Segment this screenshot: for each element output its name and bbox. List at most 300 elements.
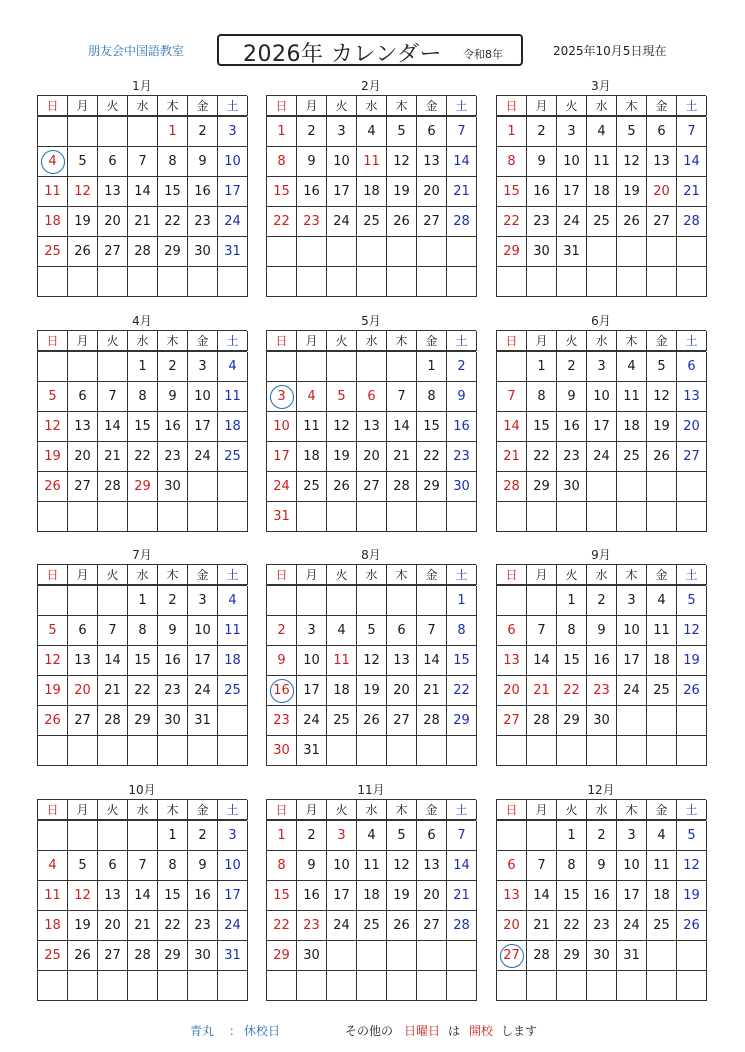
day-cell: 26 <box>357 706 387 736</box>
weekday-header <box>37 330 247 351</box>
empty-cell <box>158 267 188 297</box>
day-cell: 7 <box>98 382 128 412</box>
weekday-label: 月 <box>527 331 557 351</box>
day-cell: 18 <box>38 911 68 941</box>
day-cell: 1 <box>128 352 158 382</box>
day-cell: 24 <box>617 676 647 706</box>
note-text-1: その他の <box>345 1024 394 1038</box>
weekday-label: 日 <box>38 565 68 585</box>
empty-cell <box>447 736 477 766</box>
empty-cell <box>447 502 477 532</box>
day-cell: 23 <box>587 676 617 706</box>
day-cell: 8 <box>527 382 557 412</box>
day-cell: 24 <box>327 207 357 237</box>
weekday-header <box>496 564 706 585</box>
day-cell: 15 <box>497 177 527 207</box>
day-cell: 18 <box>218 646 248 676</box>
legend-text: 休校日 <box>244 1024 281 1038</box>
day-cell: 20 <box>98 911 128 941</box>
day-cell: 19 <box>387 177 417 207</box>
day-cell: 26 <box>677 911 707 941</box>
weekday-label: 月 <box>297 96 327 116</box>
weekday-label: 水 <box>587 800 617 820</box>
day-cell: 14 <box>387 412 417 442</box>
weekday-label: 金 <box>188 96 218 116</box>
day-cell: 30 <box>158 472 188 502</box>
empty-cell <box>387 352 417 382</box>
day-cell: 12 <box>387 147 417 177</box>
weekday-label: 土 <box>218 331 248 351</box>
day-cell: 9 <box>587 616 617 646</box>
empty-cell <box>357 352 387 382</box>
day-cell: 19 <box>68 207 98 237</box>
day-cell: 30 <box>188 941 218 971</box>
empty-cell <box>617 267 647 297</box>
weekday-label: 土 <box>447 331 477 351</box>
day-cell: 24 <box>557 207 587 237</box>
month-calendar <box>37 78 247 297</box>
day-cell: 3 <box>327 117 357 147</box>
day-cell: 18 <box>357 881 387 911</box>
empty-cell <box>527 821 557 851</box>
day-cell: 28 <box>387 472 417 502</box>
day-grid <box>37 351 247 532</box>
day-cell: 20 <box>68 442 98 472</box>
day-cell: 25 <box>357 207 387 237</box>
school-name: 朋友会中国語教室 <box>88 44 185 58</box>
day-cell: 27 <box>98 941 128 971</box>
day-cell: 22 <box>158 207 188 237</box>
day-cell: 22 <box>447 676 477 706</box>
empty-cell <box>677 237 707 267</box>
day-cell: 1 <box>497 117 527 147</box>
day-cell: 17 <box>617 646 647 676</box>
day-cell: 8 <box>128 382 158 412</box>
day-cell: 29 <box>158 237 188 267</box>
day-cell: 10 <box>617 616 647 646</box>
weekday-label: 木 <box>158 331 188 351</box>
day-cell: 25 <box>587 207 617 237</box>
day-cell: 23 <box>587 911 617 941</box>
day-cell: 1 <box>128 586 158 616</box>
empty-cell <box>297 352 327 382</box>
day-cell: 12 <box>617 147 647 177</box>
day-cell: 6 <box>68 382 98 412</box>
day-cell: 17 <box>557 177 587 207</box>
day-cell: 15 <box>447 646 477 676</box>
weekday-label: 日 <box>497 565 527 585</box>
day-cell: 20 <box>387 676 417 706</box>
day-cell: 14 <box>497 412 527 442</box>
weekday-label: 土 <box>447 800 477 820</box>
weekday-label: 火 <box>557 96 587 116</box>
day-cell: 16 <box>158 646 188 676</box>
day-cell: 7 <box>447 117 477 147</box>
weekday-header <box>37 564 247 585</box>
day-cell: 2 <box>188 117 218 147</box>
day-cell: 23 <box>297 911 327 941</box>
day-grid <box>496 351 706 532</box>
day-cell: 10 <box>218 147 248 177</box>
day-cell: 10 <box>327 851 357 881</box>
day-cell: 5 <box>617 117 647 147</box>
day-cell: 29 <box>497 237 527 267</box>
weekday-label: 水 <box>587 565 617 585</box>
day-cell: 2 <box>267 616 297 646</box>
weekday-header <box>266 799 476 820</box>
day-cell: 8 <box>267 851 297 881</box>
empty-cell <box>417 941 447 971</box>
day-cell: 4 <box>617 352 647 382</box>
weekday-label: 月 <box>527 565 557 585</box>
day-cell: 4 <box>218 352 248 382</box>
day-cell: 18 <box>587 177 617 207</box>
day-cell: 27 <box>647 207 677 237</box>
empty-cell <box>357 502 387 532</box>
day-cell: 5 <box>387 821 417 851</box>
day-cell: 13 <box>68 412 98 442</box>
day-cell: 29 <box>128 706 158 736</box>
day-cell: 23 <box>188 207 218 237</box>
day-cell: 2 <box>587 586 617 616</box>
day-cell: 31 <box>218 941 248 971</box>
weekday-label: 水 <box>128 565 158 585</box>
day-cell: 9 <box>188 851 218 881</box>
weekday-label: 木 <box>617 96 647 116</box>
empty-cell <box>647 736 677 766</box>
day-cell: 8 <box>417 382 447 412</box>
day-cell: 16 <box>297 881 327 911</box>
day-cell: 13 <box>98 881 128 911</box>
weekday-label: 月 <box>527 96 557 116</box>
day-cell: 6 <box>417 117 447 147</box>
empty-cell <box>647 706 677 736</box>
empty-cell <box>38 736 68 766</box>
day-cell: 21 <box>128 911 158 941</box>
day-cell: 21 <box>387 442 417 472</box>
empty-cell <box>587 502 617 532</box>
day-cell: 9 <box>158 616 188 646</box>
day-cell: 3 <box>218 117 248 147</box>
day-cell: 5 <box>68 147 98 177</box>
month-label: 3月 <box>591 79 611 93</box>
empty-cell <box>587 971 617 1001</box>
day-cell: 28 <box>98 472 128 502</box>
month-label: 4月 <box>132 314 152 328</box>
empty-cell <box>617 472 647 502</box>
day-cell: 29 <box>267 941 297 971</box>
day-cell: 23 <box>447 442 477 472</box>
day-cell: 2 <box>587 821 617 851</box>
day-cell: 19 <box>677 646 707 676</box>
month-calendar <box>37 547 247 766</box>
empty-cell <box>447 267 477 297</box>
day-cell: 8 <box>557 851 587 881</box>
day-cell: 28 <box>527 706 557 736</box>
empty-cell <box>497 586 527 616</box>
empty-cell <box>98 352 128 382</box>
empty-cell <box>387 971 417 1001</box>
day-cell: 23 <box>158 442 188 472</box>
note-sunday: 日曜日 <box>404 1024 441 1038</box>
weekday-label: 月 <box>68 800 98 820</box>
weekday-label: 火 <box>327 96 357 116</box>
day-cell: 3 <box>587 352 617 382</box>
weekday-label: 水 <box>357 565 387 585</box>
weekday-header <box>266 95 476 116</box>
month-calendar <box>266 78 476 297</box>
weekday-label: 土 <box>677 565 707 585</box>
day-cell: 12 <box>357 646 387 676</box>
day-cell: 22 <box>128 676 158 706</box>
day-cell: 27 <box>497 941 527 971</box>
day-cell: 7 <box>497 382 527 412</box>
day-cell: 31 <box>218 237 248 267</box>
weekday-label: 月 <box>297 331 327 351</box>
closed-day-circle-icon <box>270 679 294 703</box>
day-cell: 5 <box>38 382 68 412</box>
day-cell: 28 <box>98 706 128 736</box>
day-cell: 26 <box>38 472 68 502</box>
day-cell: 12 <box>68 881 98 911</box>
weekday-label: 水 <box>128 331 158 351</box>
day-cell: 3 <box>297 616 327 646</box>
day-cell: 23 <box>297 207 327 237</box>
month-label: 2月 <box>361 79 381 93</box>
day-cell: 30 <box>297 941 327 971</box>
empty-cell <box>218 736 248 766</box>
day-cell: 13 <box>68 646 98 676</box>
empty-cell <box>297 586 327 616</box>
day-cell: 22 <box>417 442 447 472</box>
weekday-label: 月 <box>68 96 98 116</box>
day-cell: 16 <box>447 412 477 442</box>
empty-cell <box>587 736 617 766</box>
empty-cell <box>677 472 707 502</box>
empty-cell <box>677 267 707 297</box>
weekday-label: 日 <box>38 96 68 116</box>
day-cell: 4 <box>38 851 68 881</box>
empty-cell <box>387 586 417 616</box>
day-cell: 14 <box>527 881 557 911</box>
empty-cell <box>677 941 707 971</box>
day-cell: 10 <box>188 382 218 412</box>
day-cell: 13 <box>417 147 447 177</box>
day-cell: 1 <box>267 117 297 147</box>
day-cell: 1 <box>557 821 587 851</box>
empty-cell <box>98 267 128 297</box>
day-cell: 11 <box>647 616 677 646</box>
day-cell: 2 <box>297 821 327 851</box>
day-cell: 14 <box>447 147 477 177</box>
weekday-label: 木 <box>617 800 647 820</box>
day-cell: 7 <box>387 382 417 412</box>
empty-cell <box>297 237 327 267</box>
day-cell: 7 <box>527 851 557 881</box>
day-cell: 26 <box>387 911 417 941</box>
empty-cell <box>677 502 707 532</box>
day-cell: 13 <box>98 177 128 207</box>
empty-cell <box>647 267 677 297</box>
day-cell: 22 <box>128 442 158 472</box>
day-cell: 18 <box>647 881 677 911</box>
month-calendar <box>37 782 247 1001</box>
day-cell: 3 <box>327 821 357 851</box>
empty-cell <box>297 971 327 1001</box>
empty-cell <box>38 821 68 851</box>
day-cell: 27 <box>68 706 98 736</box>
weekday-label: 火 <box>557 565 587 585</box>
day-cell: 31 <box>188 706 218 736</box>
day-cell: 11 <box>38 881 68 911</box>
empty-cell <box>447 971 477 1001</box>
day-cell: 11 <box>218 382 248 412</box>
empty-cell <box>497 267 527 297</box>
empty-cell <box>557 502 587 532</box>
weekday-label: 火 <box>98 565 128 585</box>
weekday-header <box>266 564 476 585</box>
empty-cell <box>267 971 297 1001</box>
day-cell: 22 <box>267 207 297 237</box>
empty-cell <box>128 502 158 532</box>
weekday-label: 火 <box>557 800 587 820</box>
empty-cell <box>417 237 447 267</box>
day-cell: 10 <box>267 412 297 442</box>
day-cell: 26 <box>677 676 707 706</box>
weekday-label: 水 <box>128 800 158 820</box>
day-cell: 19 <box>357 676 387 706</box>
day-cell: 10 <box>188 616 218 646</box>
day-cell: 3 <box>617 586 647 616</box>
day-cell: 6 <box>98 147 128 177</box>
day-cell: 24 <box>188 676 218 706</box>
day-cell: 21 <box>447 881 477 911</box>
note-text-3: します <box>501 1024 538 1038</box>
day-cell: 12 <box>68 177 98 207</box>
weekday-label: 火 <box>327 565 357 585</box>
empty-cell <box>557 736 587 766</box>
weekday-header <box>266 330 476 351</box>
month-calendar <box>496 547 706 766</box>
day-cell: 12 <box>327 412 357 442</box>
day-cell: 4 <box>38 147 68 177</box>
day-cell: 3 <box>188 586 218 616</box>
month-label: 9月 <box>591 548 611 562</box>
empty-cell <box>267 352 297 382</box>
day-cell: 26 <box>68 941 98 971</box>
day-cell: 12 <box>647 382 677 412</box>
empty-cell <box>38 117 68 147</box>
era-label: 令和8年 <box>463 48 503 61</box>
empty-cell <box>327 502 357 532</box>
day-cell: 21 <box>447 177 477 207</box>
title-box <box>217 34 523 66</box>
empty-cell <box>98 736 128 766</box>
day-cell: 24 <box>327 911 357 941</box>
day-cell: 16 <box>188 177 218 207</box>
weekday-label: 金 <box>417 96 447 116</box>
empty-cell <box>677 736 707 766</box>
weekday-label: 金 <box>188 565 218 585</box>
weekday-label: 金 <box>647 331 677 351</box>
day-cell: 15 <box>267 881 297 911</box>
weekday-label: 木 <box>387 800 417 820</box>
weekday-label: 土 <box>677 331 707 351</box>
day-cell: 5 <box>387 117 417 147</box>
day-cell: 13 <box>417 851 447 881</box>
day-cell: 30 <box>557 472 587 502</box>
empty-cell <box>647 971 677 1001</box>
day-cell: 23 <box>527 207 557 237</box>
day-grid <box>37 585 247 766</box>
day-cell: 9 <box>297 851 327 881</box>
month-label: 6月 <box>591 314 611 328</box>
weekday-label: 日 <box>267 96 297 116</box>
day-cell: 2 <box>188 821 218 851</box>
weekday-label: 土 <box>447 96 477 116</box>
day-cell: 9 <box>527 147 557 177</box>
day-cell: 24 <box>617 911 647 941</box>
month-label: 5月 <box>361 314 381 328</box>
empty-cell <box>68 502 98 532</box>
empty-cell <box>417 586 447 616</box>
day-cell: 18 <box>38 207 68 237</box>
empty-cell <box>357 971 387 1001</box>
day-grid <box>37 116 247 297</box>
weekday-label: 月 <box>68 565 98 585</box>
day-cell: 1 <box>417 352 447 382</box>
day-cell: 8 <box>158 147 188 177</box>
empty-cell <box>387 267 417 297</box>
day-cell: 20 <box>677 412 707 442</box>
empty-cell <box>527 736 557 766</box>
day-cell: 8 <box>447 616 477 646</box>
closed-day-circle-icon <box>500 944 524 968</box>
weekday-label: 火 <box>327 331 357 351</box>
empty-cell <box>617 736 647 766</box>
weekday-label: 日 <box>497 331 527 351</box>
day-cell: 5 <box>677 821 707 851</box>
weekday-label: 木 <box>387 331 417 351</box>
day-cell: 17 <box>188 412 218 442</box>
empty-cell <box>267 267 297 297</box>
day-cell: 4 <box>357 821 387 851</box>
day-cell: 11 <box>38 177 68 207</box>
day-cell: 15 <box>557 646 587 676</box>
day-cell: 16 <box>297 177 327 207</box>
day-cell: 8 <box>128 616 158 646</box>
empty-cell <box>557 267 587 297</box>
empty-cell <box>38 267 68 297</box>
day-cell: 30 <box>587 941 617 971</box>
day-cell: 12 <box>677 851 707 881</box>
day-cell: 24 <box>218 207 248 237</box>
month-calendar <box>496 782 706 1001</box>
day-cell: 10 <box>557 147 587 177</box>
day-cell: 17 <box>327 881 357 911</box>
day-cell: 2 <box>158 586 188 616</box>
day-cell: 12 <box>387 851 417 881</box>
month-label: 12月 <box>587 783 615 797</box>
day-cell: 29 <box>557 706 587 736</box>
month-calendar <box>496 78 706 297</box>
weekday-label: 月 <box>68 331 98 351</box>
day-cell: 21 <box>128 207 158 237</box>
day-cell: 15 <box>267 177 297 207</box>
day-cell: 1 <box>557 586 587 616</box>
day-cell: 2 <box>297 117 327 147</box>
empty-cell <box>677 706 707 736</box>
